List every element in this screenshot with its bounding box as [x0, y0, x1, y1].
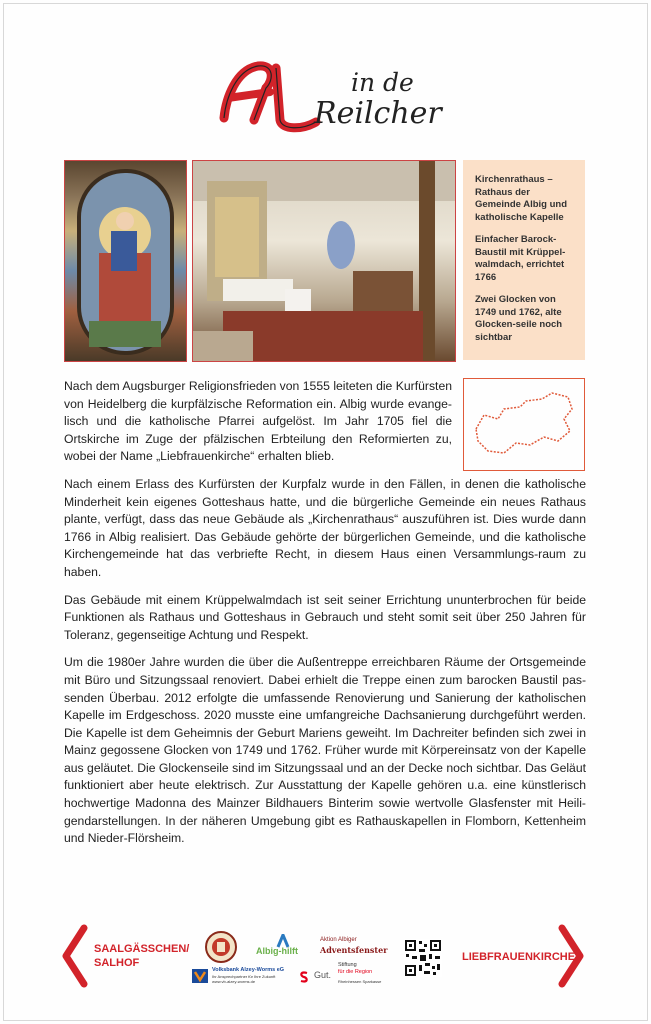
paragraph-3: Das Gebäude mit einem Krüppelwalmdach ist seit seiner Errichtung ununterbrochen für beide Funktionen als Rathaus und Gotteshaus in Gebrauch und steht somit seit über 250 Jahren für Toleranz, gegenseitige Achtung und Respekt. [64, 592, 586, 642]
stiftung-line4: Rheinhessen Sparkasse [338, 979, 382, 984]
next-station-link[interactable] [462, 924, 592, 988]
chevron-right-icon [556, 924, 586, 988]
sponsor-adventsfenster [320, 937, 388, 961]
paragraph-2: Nach einem Erlass des Kurfürsten der Kurpfalz wurde in den Fällen, in denen die katholische Minderheit kein eigenes Gotteshaus hatte, und die bürgerliche Gemeinde ein neues Rathaus plante, verfügt, dass das neue Gebäude als „Kirchenrathaus“ auszuführen ist. Dies wurde dann 1766 in Albig realisiert. Das Gebäude gehörte der bürgerlichen Gemeinde, und die katholische Kirchengemeinde hat das verbriefte Recht, in diesem Haus einen Versammlungs-raum zu haben. [64, 476, 586, 579]
sponsor-stiftung [298, 962, 388, 990]
volksbank-line3: www.vb-alzey-worms.de [212, 979, 256, 984]
qr-code-icon [404, 939, 442, 977]
prev-station-link[interactable] [60, 924, 190, 988]
sparkasse-icon [298, 970, 310, 984]
sponsor-volksbank [192, 967, 292, 989]
logo-line2: Reilcher [314, 96, 442, 131]
advent-line1: Aktion Albiger [320, 937, 357, 943]
paragraph-1: Nach dem Augsburger Religionsfrieden von 1555 leiteten die Kurfürsten von Heidelberg die kurpfälzische Reformation ein. Albig wurde evange-lisch und die katholische Pfarrei aufgelöst. Im Jahr 1705 fiel die Ortskirche im Zuge der pfälzischen Erbteilung den Reformierten zu, wobei der Name „Liebfrauenkirche“ erhalten blieb. [64, 379, 452, 464]
info-item-bells: Zwei Glocken von 1749 und 1762, alte Glocken-seile noch sichtbar [475, 294, 563, 343]
logo-line1: in de [351, 68, 414, 97]
prev-station-label-1: SAALGÄSSCHEN/ [94, 943, 190, 955]
volksbank-line2: Ihr Ansprechpartner für Ihre Zukunft [212, 974, 276, 979]
chevron-left-icon [60, 924, 90, 988]
body-text [64, 378, 586, 858]
volksbank-line1: Volksbank Alzey-Worms eG [212, 967, 285, 973]
info-item-title: Kirchenrathaus – Rathaus der Gemeinde Albig und katholische Kapelle [475, 174, 568, 223]
logo [218, 58, 448, 138]
volksbank-icon [192, 969, 208, 983]
albig-hilft-text: Albig-hilft [256, 946, 298, 956]
seal-icon [204, 930, 238, 964]
al-logo-mark-icon [218, 58, 328, 138]
qr-code[interactable] [404, 939, 442, 977]
stiftung-line3: für die Region [338, 969, 373, 975]
paragraph-4: Um die 1980er Jahre wurden die über die Außentreppe erreichbaren Räume der Ortsgemeinde mit Büro und Sitzungssaal renoviert. Dabei erhielt die Treppe einen zum barocken Baustil pas-senden Überbau. 2012 erfolgte die umfassende Renovierung und Sanierung der katholischen Kapelle im Erdgeschoss. 2020 musste eine umfangreiche Dachsanierung durchgeführt werden. Die Kapelle ist dem Geheimnis der Geburt Mariens geweiht. Im Dachreiter befinden sich zwei in Mainz gegossene Glocken von 1749 und 1762. Früher wurde mit Körpereinsatz von der Kapelle aus geläutet. Die Glockenseile sind im Sitzungssaal und an der Decke noch sichtbar. Das Geläut funktioniert aber heute elektrisch. Zur Ausstattung der Kapelle gehören u.a. eine künstlerisch hochwertige Madonna des Mainzer Bildhauers Binterim sowie wertvolle Glasfenster mit Heili-gendarstellungen. In der näheren Umgebung gibt es Rathauskapellen in Flomborn, Kettenheim und Nieder-Flörsheim. [64, 655, 586, 846]
info-box [463, 160, 585, 360]
stained-glass-photo [64, 160, 187, 362]
next-station-label: LIEBFRAUENKIRCHE [462, 951, 576, 963]
chapel-interior-photo [192, 160, 456, 362]
prev-station-label-2: SALHOF [94, 957, 140, 969]
info-item-style: Einfacher Barock-Baustil mit Krüppel-walmdach, errichtet 1766 [475, 234, 566, 283]
sponsor-seal-logo [204, 930, 238, 964]
sponsor-albig-hilft [256, 934, 308, 958]
stiftung-line2: Stiftung [338, 962, 357, 968]
advent-line2: Adventsfenster [320, 945, 388, 955]
stiftung-gut: Gut. [314, 970, 332, 980]
